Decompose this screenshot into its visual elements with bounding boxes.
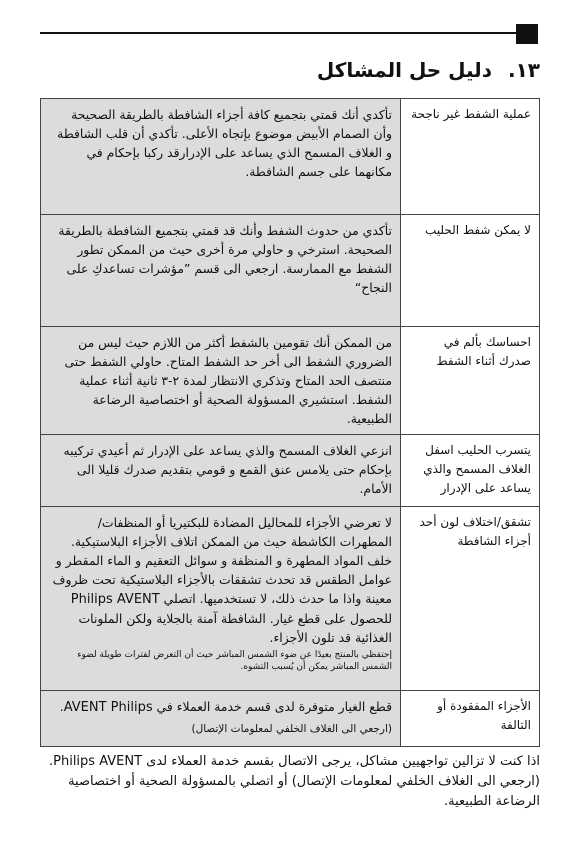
closing-text: (ارجعي الى الغلاف الخلفي لمعلومات الإتصال) أو اتصلي بالمسؤولة الصحية أو اختصاصية الرضاعة الطبيعية.	[68, 774, 540, 809]
solution-text: للحصول على قطع غيار. الشافطة آمنة بالجلاية ولكن الملونات الغذائية قد تلون الأجزاء.	[78, 611, 392, 645]
problem-cell: تشقق/اختلاف لون أحد أجزاء الشافطة	[401, 507, 540, 691]
solution-cell: تأكدي من حدوث الشفط وأنك قد قمتي بتجميع الشافطة بالطريقة الصحيحة. استرخي و حاولي مرة أخرى حيث من الممكن تطور الشفط مع الممارسة. ارجعي الى قسم ”مؤشرات تساعدكِ على النجاح“	[41, 215, 401, 327]
problem-cell: احساسك بألم في صدرك أثناء الشفط	[401, 327, 540, 435]
table-row	[41, 507, 540, 691]
solution-cell: تأكدي أنك قمتي بتجميع كافة أجزاء الشافطة بالطريقة الصحيحة وأن الصمام الأبيض موضوع بإتجاه الأعلى. تأكدي أن قلب الشافطة و الغلاف المسمح الذي يساعد على الإدرارقد ركبا بإحكام في مكانهما على جسم الشافطة.	[41, 99, 401, 215]
section-number: ١٣.	[507, 58, 540, 82]
solution-cell: من الممكن أنك تقومين بالشفط أكثر من اللازم حيث ليس من الضروري الشفط الى أخر حد الشفط المتاح. حاولي الشفط حتى منتصف الحد المتاح وتذكري الانتظار لمدة ٢-٣ ثانية أثناء عملية الشفط. استشيري المسؤولة الصحية أو اختصاصية الرضاعة الطبيعية.	[41, 327, 401, 435]
closing-paragraph	[40, 752, 540, 812]
table-row	[41, 215, 540, 327]
solution-text: قطع الغيار متوفرة لدى قسم خدمة العملاء في	[156, 699, 392, 714]
problem-cell: الأجزاء المفقودة أو التالفة	[401, 691, 540, 747]
table-row	[41, 99, 540, 215]
contact-note: (ارجعي الى الغلاف الخلفي لمعلومات الإتصال)	[191, 723, 392, 735]
brand-name: Philips AVENT	[70, 592, 160, 607]
top-rule	[40, 32, 516, 34]
problem-cell: يتسرب الحليب اسفل الغلاف المسمح والذي يساعد على الإدرار	[401, 435, 540, 507]
solution-text: .	[59, 699, 64, 714]
solution-cell	[41, 507, 401, 691]
solution-cell: انزعي الغلاف المسمح والذي يساعد على الإدرار ثم أعيدي تركيبه بإحكام حتى يلامس عنق القمع و قومي بتقديم صدرك قليلا الى الأمام.	[41, 435, 401, 507]
brand-name: AVENT Philips	[63, 700, 153, 715]
section-title: دليل حل المشاكل	[316, 58, 492, 82]
problem-cell: عملية الشفط غير ناجحة	[401, 99, 540, 215]
solution-text: لا تعرضي الأجزاء للمحاليل المضادة للبكتيريا أو المنظفات/المطهرات الكاشطة حيث من الممكن اتلاف الأجزاء البلاستيكية. خلف المواد المطهرة و المنظفة و سوائل التعقيم و الماء المقطر و عوامل الطقس قد تحدث تشققات بالأجزاء البلاستيكية تحت ظروف معينة واذا ما حدث ذلك، لا تستخدميها. اتصلي	[52, 515, 392, 606]
corner-block	[516, 24, 538, 44]
troubleshooting-table	[40, 98, 540, 747]
solution-cell	[41, 691, 401, 747]
table-row	[41, 691, 540, 747]
closing-text: اذا كنت لا تزالين تواجهيين مشاكل، يرجى الاتصال بقسم خدمة العملاء لدى	[146, 754, 540, 769]
table-row	[41, 435, 540, 507]
brand-name: Philips AVENT.	[48, 754, 143, 769]
storage-note: إحتفظي بالمنتج بعيدًا عن ضوء الشمس المباشر حيث أن التعرض لفترات طويلة لضوء الشمس المباشر يمكن أن يُسبب التشوه.	[77, 650, 392, 672]
table-row	[41, 327, 540, 435]
page-title	[40, 58, 540, 82]
problem-cell: لا يمكن شفط الحليب	[401, 215, 540, 327]
